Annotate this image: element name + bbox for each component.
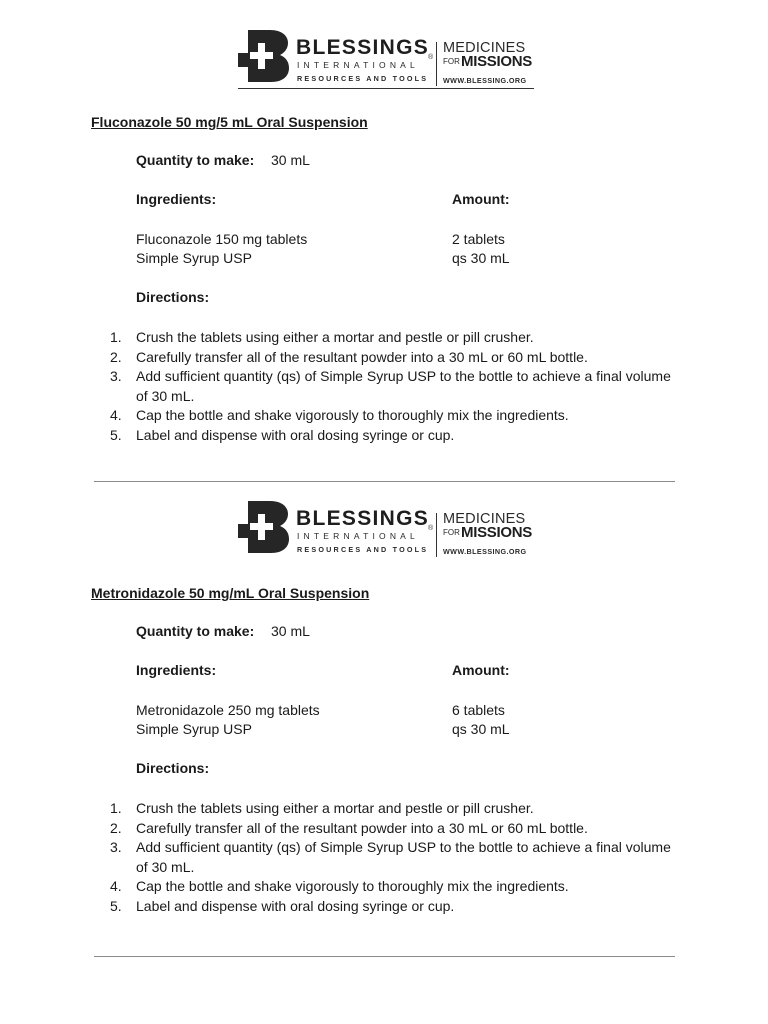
logo-missions: MISSIONS	[461, 524, 532, 541]
directions-heading: Directions:	[136, 289, 210, 305]
logo-subtitle: INTERNATIONAL	[297, 60, 419, 70]
blessings-cross-logo-icon	[238, 30, 290, 82]
direction-text: Carefully transfer all of the resultant powder into a 30 mL or 60 mL bottle.	[136, 819, 588, 836]
logo-website: WWW.BLESSING.ORG	[443, 76, 527, 85]
registered-mark: ®	[428, 54, 434, 61]
directions-heading: Directions:	[136, 760, 210, 776]
direction-text: Label and dispense with oral dosing syringe or cup.	[136, 426, 455, 443]
ingredient-amount: qs 30 mL	[452, 721, 510, 737]
direction-text: Carefully transfer all of the resultant powder into a 30 mL or 60 mL bottle.	[136, 348, 588, 365]
logo-tagline: RESOURCES AND TOOLS	[297, 545, 429, 554]
logo-underline	[238, 88, 534, 89]
direction-text: Cap the bottle and shake vigorously to thoroughly mix the ingredients.	[136, 878, 569, 894]
quantity-label: Quantity to make:	[136, 623, 255, 639]
logo-brand-name: BLESSINGS	[296, 36, 430, 59]
ingredients-heading: Ingredients:	[136, 191, 217, 207]
ingredient-name: Metronidazole 250 mg tablets	[136, 702, 320, 718]
quantity-label: Quantity to make:	[136, 152, 255, 168]
quantity-value: 30 mL	[271, 152, 310, 168]
recipe-title: Metronidazole 50 mg/mL Oral Suspension	[91, 585, 370, 601]
ingredient-name: Simple Syrup USP	[136, 721, 252, 737]
blessings-cross-logo-icon	[238, 501, 290, 553]
direction-text: Add sufficient quantity (qs) of Simple Syrup USP to the bottle to achieve a final volume of 30 mL.	[136, 839, 671, 875]
direction-text: Label and dispense with oral dosing syringe or cup.	[136, 897, 455, 914]
ingredient-amount: qs 30 mL	[452, 250, 510, 266]
logo-tagline: RESOURCES AND TOOLS	[297, 74, 429, 83]
direction-text: Add sufficient quantity (qs) of Simple Syrup USP to the bottle to achieve a final volume of 30 mL.	[136, 368, 671, 404]
amount-heading: Amount:	[452, 191, 510, 207]
recipe-title: Fluconazole 50 mg/5 mL Oral Suspension	[91, 114, 368, 130]
logo-divider	[436, 42, 437, 86]
logo-medicines: MEDICINES	[443, 40, 526, 56]
recipe-metronidazole: BLESSINGS ® INTERNATIONAL RESOURCES AND TOOLS MEDICINES FOR MISSIONS WWW.BLESSING.ORG Metronidazole 50 mg/mL Oral Suspension Quantity to make: 30 mL Ingredients: Amount: Metronidazole 250 mg tablets 6 tablets Simple Syrup USP qs 30 mL Directions: 1. Crush the tablets using either a mortar and pestle or pill crusher. 2. Carefully transfer all of the resultant powder into a 30 mL or 60 mL bottle. 3. Add sufficient quantity (qs) of Simple Syrup USP to the bottle to achieve a final volume of 30 mL. 4. Cap the bottle and shake vigorously to thoroughly mix the ingredients. 5. Label and dispense with oral dosing syringe or cup.	[0, 471, 768, 951]
logo-website: WWW.BLESSING.ORG	[443, 547, 527, 556]
ingredients-heading: Ingredients:	[136, 662, 217, 678]
direction-text: Crush the tablets using either a mortar and pestle or pill crusher.	[136, 800, 534, 816]
direction-text: Crush the tablets using either a mortar and pestle or pill crusher.	[136, 329, 534, 345]
recipe-fluconazole: BLESSINGS ® INTERNATIONAL RESOURCES AND TOOLS MEDICINES FOR MISSIONS WWW.BLESSING.ORG Fluconazole 50 mg/5 mL Oral Suspension Quantity to make: 30 mL Ingredients: Amount: Fluconazole 150 mg tablets 2 tablets Simple Syrup USP qs 30 mL Directions: 1. Crush the tablets using either a mortar and pestle or pill crusher. 2. Carefully transfer all of the resultant powder into a 30 mL or 60 mL bottle. 3. Add sufficient quantity (qs) of Simple Syrup USP to the bottle to achieve a final volume of 30 mL. 4. Cap the bottle and shake vigorously to thoroughly mix the ingredients. 5. Label and dispense with oral dosing syringe or cup.	[0, 0, 768, 480]
logo-subtitle: INTERNATIONAL	[297, 531, 419, 541]
logo-missions: MISSIONS	[461, 53, 532, 70]
logo-brand-name: BLESSINGS	[296, 507, 430, 530]
logo-divider	[436, 513, 437, 557]
direction-text: Cap the bottle and shake vigorously to thoroughly mix the ingredients.	[136, 407, 569, 423]
section-divider	[94, 956, 675, 957]
logo-for: FOR	[443, 528, 460, 537]
ingredient-name: Simple Syrup USP	[136, 250, 252, 266]
quantity-value: 30 mL	[271, 623, 310, 639]
ingredient-amount: 6 tablets	[452, 702, 505, 718]
ingredient-name: Fluconazole 150 mg tablets	[136, 231, 308, 247]
ingredient-amount: 2 tablets	[452, 231, 505, 247]
blessings-logo	[238, 501, 538, 563]
logo-medicines: MEDICINES	[443, 511, 526, 527]
logo-for: FOR	[443, 57, 460, 66]
amount-heading: Amount:	[452, 662, 510, 678]
registered-mark: ®	[428, 525, 434, 532]
blessings-logo	[238, 30, 538, 92]
